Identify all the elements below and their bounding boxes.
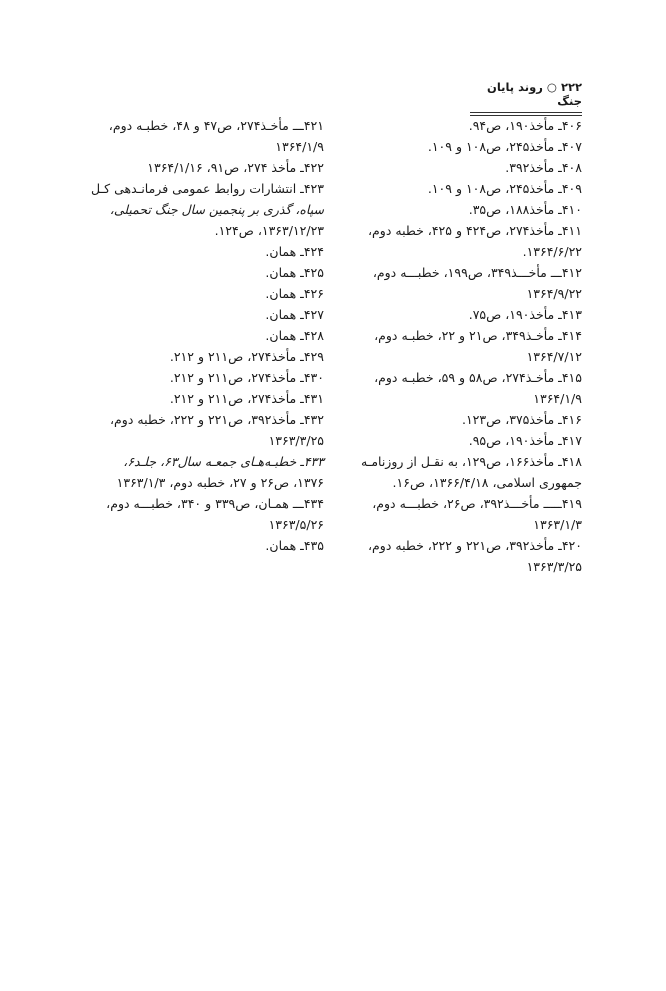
- footnote-line: ۱۳۶۴/۱/۹: [275, 139, 324, 154]
- footnote-line: ۱۳۶۴/۷/۱۲: [526, 349, 582, 364]
- footnote-line: ۴۳۰ـ مأخذ۲۷۴، ص۲۱۱ و ۲۱۲.: [169, 370, 324, 385]
- footnote-line: ۴۲۰ـ مأخذ۳۹۲، ص۲۲۱ و ۲۲۲، خطبه دوم،: [368, 538, 582, 553]
- footnote-line: ۴۱۲ـــ مأخـــذ۳۴۹، ص۱۹۹، خطبـــه دوم،: [372, 265, 582, 280]
- footnote-line: ۱۳۶۳/۱/۳: [533, 517, 582, 532]
- footnote-line: ۴۱۰ـ مأخذ۱۸۸، ص۳۵.: [468, 202, 582, 217]
- running-header: [470, 80, 582, 116]
- footnote-line: ۱۳۶۳/۵/۲۶: [268, 517, 324, 532]
- footnote-line: ۴۱۳ـ مأخذ۱۹۰، ص۷۵.: [468, 307, 582, 322]
- footnote-line: ۴۱۸ـ مأخذ۱۶۶، ص۱۲۹، به نقـل از روزنامـه: [360, 454, 582, 469]
- footnote-line: ۴۳۲ـ مأخذ۳۹۲، ص۲۲۱ و ۲۲۲، خطبه دوم،: [110, 412, 324, 427]
- footnote-line: ۴۰۹ـ مأخذ۲۴۵، ص۱۰۸ و ۱۰۹.: [427, 181, 582, 196]
- header-separator: ○: [546, 80, 557, 94]
- footnote-line: ۴۰۸ـ مأخذ۳۹۲.: [505, 160, 582, 175]
- footnote-line: ۴۲۸ـ همان.: [265, 328, 324, 343]
- footnote-line: ۴۱۴ـ مأخـذ۳۴۹، ص۲۱ و ۲۲، خطبـه دوم،: [374, 328, 582, 343]
- footnote-line: ۱۳۶۴/۶/۲۲.: [522, 244, 582, 259]
- footnotes-right-column: [352, 115, 582, 577]
- footnote-line: ۱۳۶۴/۹/۲۲: [526, 286, 582, 301]
- footnote-line: ۱۳۶۳/۳/۲۵: [526, 559, 582, 574]
- footnote-line: ۴۳۳ـ خطبـه‌هـای جمعـه سال۶۳، جلـد۶،: [123, 454, 324, 469]
- footnote-line: ۴۲۶ـ همان.: [265, 286, 324, 301]
- footnote-line: ۴۲۲ـ مأخذ ۲۷۴، ص۹۱، ۱۳۶۴/۱/۱۶: [147, 160, 324, 175]
- footnote-line: ۴۲۳ـ انتشارات روابط عمومی فرمانـدهی کـل: [91, 181, 324, 196]
- footnote-line: سپاه، گذری بر پنجمین سال جنگ تحمیلی،: [109, 202, 324, 217]
- footnote-line: ۴۲۷ـ همان.: [265, 307, 324, 322]
- footnote-line: ۴۳۴ـــ همـان، ص۳۳۹ و ۳۴۰، خطبـــه دوم،: [106, 496, 324, 511]
- footnote-line: جمهوری اسلامی، ۱۳۶۶/۴/۱۸، ص۱۶.: [392, 475, 582, 490]
- page-number: ۲۲۲: [560, 80, 582, 94]
- footnote-line: ۴۱۷ـ مأخذ۱۹۰، ص۹۵.: [468, 433, 582, 448]
- footnote-line: ۴۰۶ـ مأخذ۱۹۰، ص۹۴.: [468, 118, 582, 133]
- footnote-line: ۴۱۶ـ مأخذ۳۷۵، ص۱۲۳.: [461, 412, 582, 427]
- footnotes-left-column: [82, 115, 324, 556]
- footnote-line: ۱۳۶۳/۱۲/۲۳، ص۱۲۴.: [214, 223, 324, 238]
- footnote-line: ۴۰۷ـ مأخذ۲۴۵، ص۱۰۸ و ۱۰۹.: [427, 139, 582, 154]
- footnote-line: ۱۳۶۳/۳/۲۵: [268, 433, 324, 448]
- footnote-line: ۴۳۱ـ مأخذ۲۷۴، ص۲۱۱ و ۲۱۲.: [169, 391, 324, 406]
- footnote-line: ۴۱۱ـ مأخذ۲۷۴، ص۴۲۴ و ۴۲۵، خطبه دوم،: [368, 223, 582, 238]
- footnote-line: ۴۲۴ـ همان.: [265, 244, 324, 259]
- footnote-line: ۴۳۵ـ همان.: [265, 538, 324, 553]
- footnote-line: ۴۲۱ـــ مأخـذ۲۷۴، ص۴۷ و ۴۸، خطبـه دوم،: [108, 118, 324, 133]
- footnote-line: ۴۱۵ـ مأخـذ۲۷۴، ص۵۸ و ۵۹، خطبـه دوم،: [374, 370, 582, 385]
- footnote-line: ۴۲۵ـ همان.: [265, 265, 324, 280]
- footnote-line: ۱۳۶۴/۱/۹: [533, 391, 582, 406]
- footnote-line: ۱۳۷۶، ص۲۶ و ۲۷، خطبه دوم، ۱۳۶۳/۱/۳: [116, 475, 324, 490]
- footnote-line: ۴۱۹ـــــ مأخـــذ۳۹۲، ص۲۶، خطبـــه دوم،: [372, 496, 582, 511]
- footnote-line: ۴۲۹ـ مأخذ۲۷۴، ص۲۱۱ و ۲۱۲.: [169, 349, 324, 364]
- header-title: روند پایان جنگ: [487, 80, 582, 108]
